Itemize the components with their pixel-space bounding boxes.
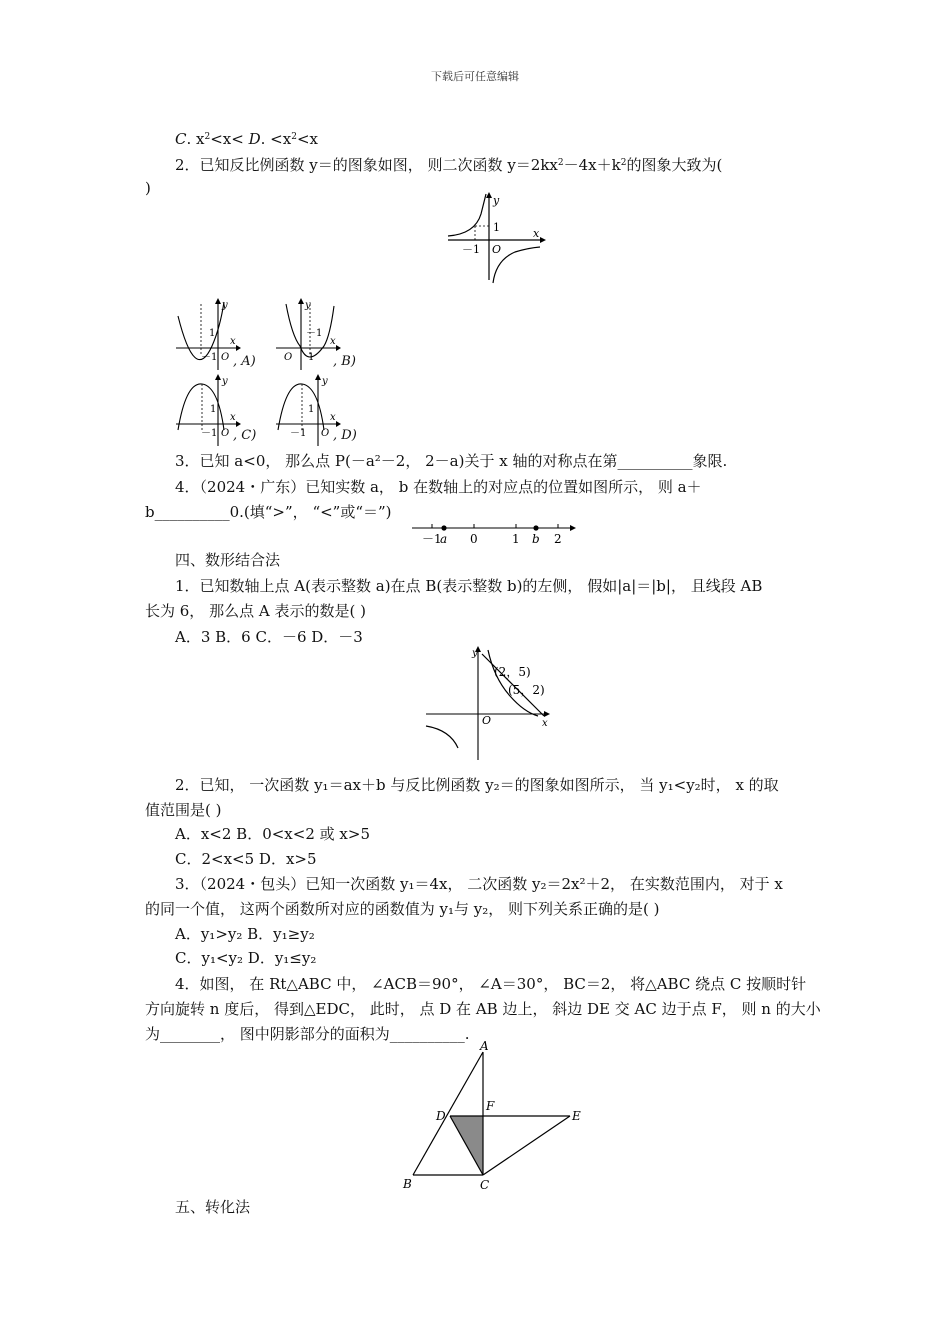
tick-neg1: －1 xyxy=(462,243,480,256)
svg-text:y: y xyxy=(305,300,311,311)
section-4-title: 四、数形结合法 xyxy=(175,551,281,569)
svg-text:y: y xyxy=(222,376,228,387)
svg-text:E: E xyxy=(572,1109,581,1123)
hyperbola-figure xyxy=(440,190,550,285)
option-c-label: , C) xyxy=(233,428,257,443)
svg-text:O: O xyxy=(221,428,230,439)
parabola xyxy=(178,384,224,430)
s4-q2-stem: 2．已知， 一次函数 y₁＝ax＋b 与反比例函数 y₂＝的图象如图所示， 当 y₁<y₂时， x 的取 xyxy=(175,776,779,794)
q4-stem: 4．（2024・广东）已知实数 a， b 在数轴上的对应点的位置如图所示， 则 a＋ xyxy=(175,478,702,496)
option-b-label: , B) xyxy=(333,354,356,369)
point-b xyxy=(533,525,538,530)
svg-text:b: b xyxy=(532,532,540,546)
line-hyperbola-figure xyxy=(420,642,560,764)
segment-ec xyxy=(483,1116,570,1175)
parabola xyxy=(278,384,324,430)
hyperbola-branch-2 xyxy=(426,726,458,748)
number-line xyxy=(408,518,578,548)
svg-text:(2，5): (2，5) xyxy=(494,665,531,679)
s4-q1-options: A．3 B．6 C．－6 D．－3 xyxy=(175,628,363,646)
svg-text:O: O xyxy=(482,714,492,727)
x-label: x xyxy=(533,227,540,240)
s4-q2-options-cd: C．2<x<5 D．x>5 xyxy=(175,850,317,868)
svg-text:O: O xyxy=(221,352,230,363)
svg-text:x: x xyxy=(542,718,548,729)
origin-label: O xyxy=(492,243,502,256)
parabola xyxy=(178,302,224,360)
tick-1: 1 xyxy=(493,221,500,234)
q2-stem: 2．已知反比例函数 y＝的图象如图， 则二次函数 $y=2kx^2-4x+k^2$的图象大致为( xyxy=(175,156,723,174)
s4-q3-stem-cont: 的同一个值， 这两个函数所对应的函数值为 y₁与 y₂， 则下列关系正确的是( ) xyxy=(145,900,660,918)
s4-q1-stem-cont: 长为 6， 那么点 A 表示的数是( ) xyxy=(145,602,366,620)
y-label: y xyxy=(493,194,500,207)
svg-text:1: 1 xyxy=(308,352,315,363)
s4-q4-stem-cont2: 为________， 图中阴影部分的面积为__________. xyxy=(145,1025,470,1043)
svg-text:x: x xyxy=(230,336,236,347)
svg-text:－1: －1 xyxy=(306,328,323,339)
svg-text:1: 1 xyxy=(308,404,315,415)
svg-text:O: O xyxy=(284,352,293,363)
svg-text:－1: －1 xyxy=(201,352,218,363)
s4-q2-options-ab: A．x<2 B．0<x<2 或 x>5 xyxy=(175,825,370,843)
svg-text:O: O xyxy=(321,428,330,439)
svg-text:F: F xyxy=(486,1099,495,1113)
option-a-label: , A) xyxy=(233,354,256,369)
q3: 3．已知 a<0， 那么点 P(－a²－2， 2－a)关于 x 轴的对称点在第__________象限. xyxy=(175,452,728,470)
point-a xyxy=(441,525,446,530)
svg-text:A: A xyxy=(480,1040,489,1053)
svg-text:y: y xyxy=(322,376,328,387)
s4-q3-stem: 3．（2024・包头）已知一次函数 y₁＝4x， 二次函数 y₂＝2x²＋2， 在实数范围内， 对于 x xyxy=(175,875,783,893)
option-d-label: , D) xyxy=(333,428,357,443)
svg-text:C: C xyxy=(480,1178,490,1192)
s4-q4-stem-cont: 方向旋转 n 度后， 得到△EDC， 此时， 点 D 在 AB 边上， 斜边 DE 交 AC 边于点 F， 则 n 的大小 xyxy=(145,1000,821,1018)
svg-text:1: 1 xyxy=(512,532,520,546)
s4-q1-stem: 1．已知数轴上点 A(表示整数 a)在点 B(表示整数 b)的左侧， 假如|a|＝|b|， 且线段 AB xyxy=(175,577,763,595)
svg-text:1: 1 xyxy=(210,404,217,415)
s4-q4-stem: 4．如图， 在 Rt△ABC 中， ∠ACB＝90°， ∠A＝30°， BC＝2， 将△ABC 绕点 C 按顺时针 xyxy=(175,975,807,993)
q4-stem-cont: b__________0.(填“>”， “<”或“＝”) xyxy=(145,503,392,521)
svg-text:1: 1 xyxy=(209,328,216,339)
svg-text:－1: －1 xyxy=(290,428,307,439)
svg-text:y: y xyxy=(472,648,478,659)
s4-q2-stem-cont: 值范围是( ) xyxy=(145,801,222,819)
svg-text:D: D xyxy=(436,1109,446,1123)
svg-text:－1: －1 xyxy=(201,428,218,439)
hyperbola-branch-upper xyxy=(448,194,486,236)
svg-text:x: x xyxy=(330,336,336,347)
q1-options-cd: C. $x^2<x< D$. $<x^2<x$ xyxy=(175,130,318,148)
svg-text:a: a xyxy=(440,532,448,546)
svg-text:0: 0 xyxy=(470,532,478,546)
svg-text:B: B xyxy=(403,1177,412,1191)
s4-q3-options-ab: A．y₁>y₂ B．y₁≥y₂ xyxy=(175,925,315,943)
triangle-figure xyxy=(398,1040,588,1192)
svg-text:y: y xyxy=(222,300,228,311)
q2-stem-cont: ) xyxy=(145,179,151,197)
svg-text:(5，2): (5，2) xyxy=(508,683,545,697)
section-5-title: 五、转化法 xyxy=(175,1198,251,1216)
svg-text:x: x xyxy=(230,412,236,423)
svg-text:－1: －1 xyxy=(422,532,442,546)
svg-text:2: 2 xyxy=(554,532,562,546)
page-header: 下载后可任意编辑 xyxy=(431,70,519,83)
svg-text:x: x xyxy=(330,412,336,423)
s4-q3-options-cd: C．y₁<y₂ D．y₁≤y₂ xyxy=(175,949,317,967)
